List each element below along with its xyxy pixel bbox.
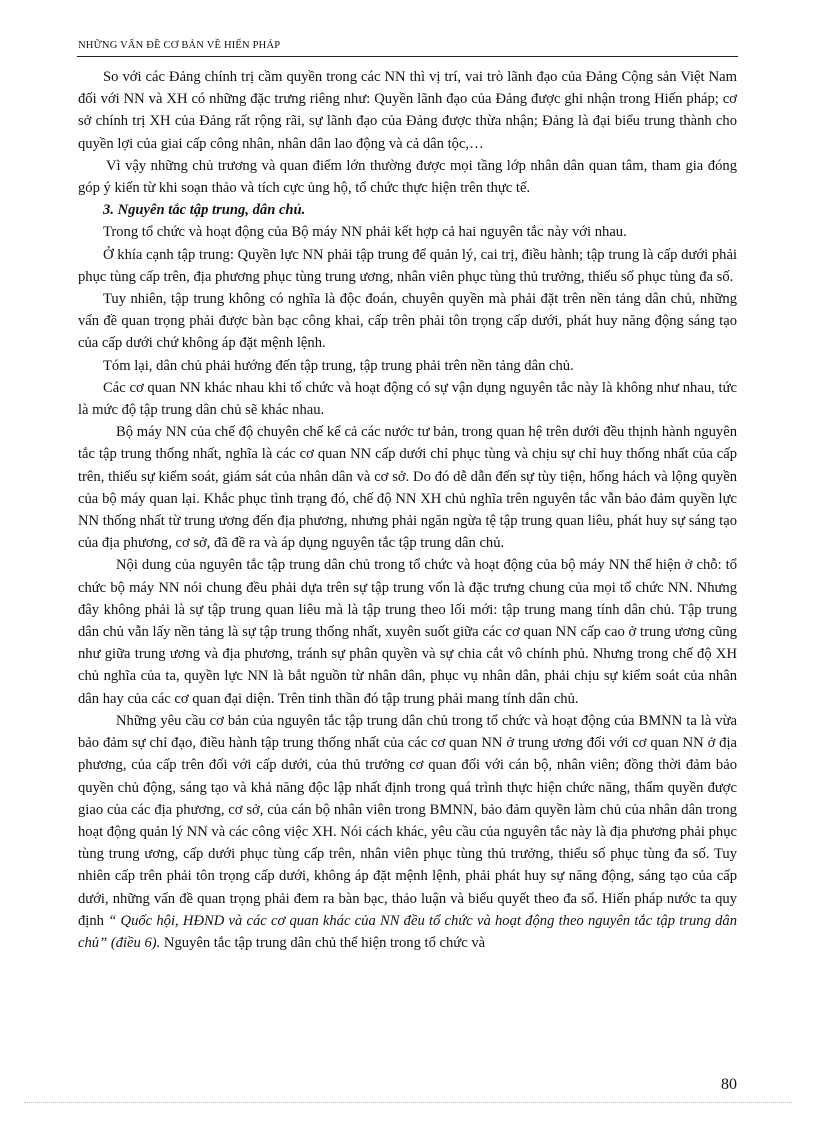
page-number: 80 — [721, 1076, 737, 1093]
running-header: NHỮNG VẤN ĐỀ CƠ BẢN VỀ HIẾN PHÁP — [78, 40, 281, 51]
paragraph-principle-content: Nội dung của nguyên tắc tập trung dân chủ trong tổ chức và hoạt động của bộ máy NN thể hiện ở chỗ: tổ chức bộ máy NN nói chung đều phải dựa trên sự tập trung vốn là đặc trưng chung của mọi tổ chức NN. Nhưng đây không phải là sự tập trung quan liêu mà là tập trung theo lối mới: tập trung mang tính dân chủ. Tập trung dân chủ vẫn lấy nền tảng là sự tập trung thống nhất, xuyên suốt giữa các cơ quan NN cấp cao ở trung ương cũng như giữa trung ương và địa phương, tránh sự phân quyền và sự chia cắt vô chính phủ. Nhưng trong chế độ XH chủ nghĩa của ta, quyền lực NN là bắt nguồn từ nhân dân, phục vụ nhân dân, phải chịu sự kiểm soát của nhân dân hay của các cơ quan đại diện. Trên tinh thần đó tập trung phải mang tính dân chủ. — [78, 557, 737, 707]
paragraph-application: Các cơ quan NN khác nhau khi tổ chức và hoạt động có sự vận dụng nguyên tắc này là không như nhau, tức là mức độ tập trung dân chủ sẽ khác nhau. — [78, 379, 737, 419]
footer-rule — [24, 1102, 792, 1103]
requirements-continuation: Nguyên tắc tập trung dân chủ thể hiện trong tổ chức và — [160, 934, 486, 951]
section-heading: 3. Nguyên tắc tập trung, dân chủ. — [103, 202, 306, 219]
paragraph-summary: Tóm lại, dân chủ phải hướng đến tập trung, tập trung phải trên nền tảng dân chủ. — [103, 357, 574, 374]
paragraph-democracy: Tuy nhiên, tập trung không có nghĩa là độc đoán, chuyên quyền mà phải đặt trên nền tảng dân chủ, những vấn đề quan trọng phải được bàn bạc công khai, cấp trên phải tôn trọng cấp dưới, phát huy năng động sáng tạo của cấp dưới chứ không áp đặt mệnh lệnh. — [78, 291, 737, 352]
paragraph-basic-requirements — [78, 710, 737, 954]
paragraph-party-role: So với các Đảng chính trị cầm quyền trong các NN thì vị trí, vai trò lãnh đạo của Đảng Cộng sản Việt Nam đối với NN và XH có những đặc trưng riêng như: Quyền lãnh đạo của Đảng được ghi nhận trong Hiến pháp; cơ sở chính trị XH của Đảng rất rộng rãi, sự lãnh đạo của Đảng được thừa nhận; Đảng là đại biểu trung thành cho quyền lợi của giai cấp công nhân, nhân dân lao động và cả dân tộc,… — [78, 69, 737, 152]
constitution-quote: “ Quốc hội, HĐND và các cơ quan khác của NN đều tổ chức và hoạt động theo nguyên tắc tập trung dân chủ” (điều 6). — [78, 912, 738, 951]
paragraph-autocratic-apparatus: Bộ máy NN của chế độ chuyên chế kể cả các nước tư bản, trong quan hệ trên dưới đều thịnh hành nguyên tắc tập trung thống nhất, nghĩa là các cơ quan NN cấp dưới chỉ phục tùng và chịu sự chỉ huy thống nhất của cấp trên, thiếu sự kiểm soát, giám sát của nhân dân và cơ sở. Do đó dễ dẫn đến sự tùy tiện, hống hách và lộng quyền của bộ máy quan lại. Khắc phục tình trạng đó, chế độ NN XH chủ nghĩa trên nguyên tắc vẫn bảo đảm quyền lực NN thống nhất từ trung ương đến địa phương, nhưng phải ngăn ngừa tệ tập trung quan liêu, phát huy sự sáng tạo của địa phương, cơ sở, đã đề ra và áp dụng nguyên tắc tập trung dân chủ. — [78, 424, 737, 552]
requirements-text: Những yêu cầu cơ bản của nguyên tắc tập trung dân chủ trong tổ chức và hoạt động của BMNN ta là vừa bảo đảm sự chỉ đạo, điều hành tập trung thống nhất của các cơ quan NN ở trung ương đối với cơ quan NN ở địa phương, của cấp trên đối với cấp dưới, của thủ trưởng cơ quan đối với cán bộ, nhân viên; đồng thời đảm bảo quyền chủ động, sáng tạo và khả năng độc lập nhất định trong quá trình thực hiện chức năng, thẩm quyền được giao của các địa phương, cơ sở, của cán bộ nhân viên trong BMNN, bảo đảm quyền làm chủ của nhân dân trong hoạt động quản lý NN và các công việc XH. Nói cách khác, yêu cầu của nguyên tắc này là địa phương phải phục tùng trung ương, cấp dưới phục tùng cấp trên, nhân viên phục tùng thủ trưởng, thiểu số phục tùng đa số. Tuy nhiên cấp trên phải tôn trọng cấp dưới, không áp đặt mệnh lệnh, phải phát huy sự năng động, sáng tạo của cấp dưới, những vấn đề quan trọng phải đem ra bàn bạc, thảo luận và biểu quyết theo đa số. Hiến pháp nước ta quy định — [78, 712, 737, 929]
page-body — [78, 66, 737, 954]
header-rule — [77, 56, 738, 57]
paragraph-principle-intro: Trong tổ chức và hoạt động của Bộ máy NN phải kết hợp cả hai nguyên tắc này với nhau. — [103, 224, 627, 241]
paragraph-centralization: Ở khía cạnh tập trung: Quyền lực NN phải tập trung để quản lý, cai trị, điều hành; tập trung là cấp dưới phải phục tùng cấp trên, địa phương phục tùng trung ương, nhân viên phục tùng thủ trưởng, thiểu số phục tùng đa số. — [78, 246, 737, 285]
paragraph-party-policies: Vì vậy những chủ trương và quan điểm lớn thường được mọi tầng lớp nhân dân quan tâm, tham gia đóng góp ý kiến từ khi soạn thảo và tích cực ủng hộ, tổ chức thực hiện trên thực tế. — [78, 157, 737, 197]
